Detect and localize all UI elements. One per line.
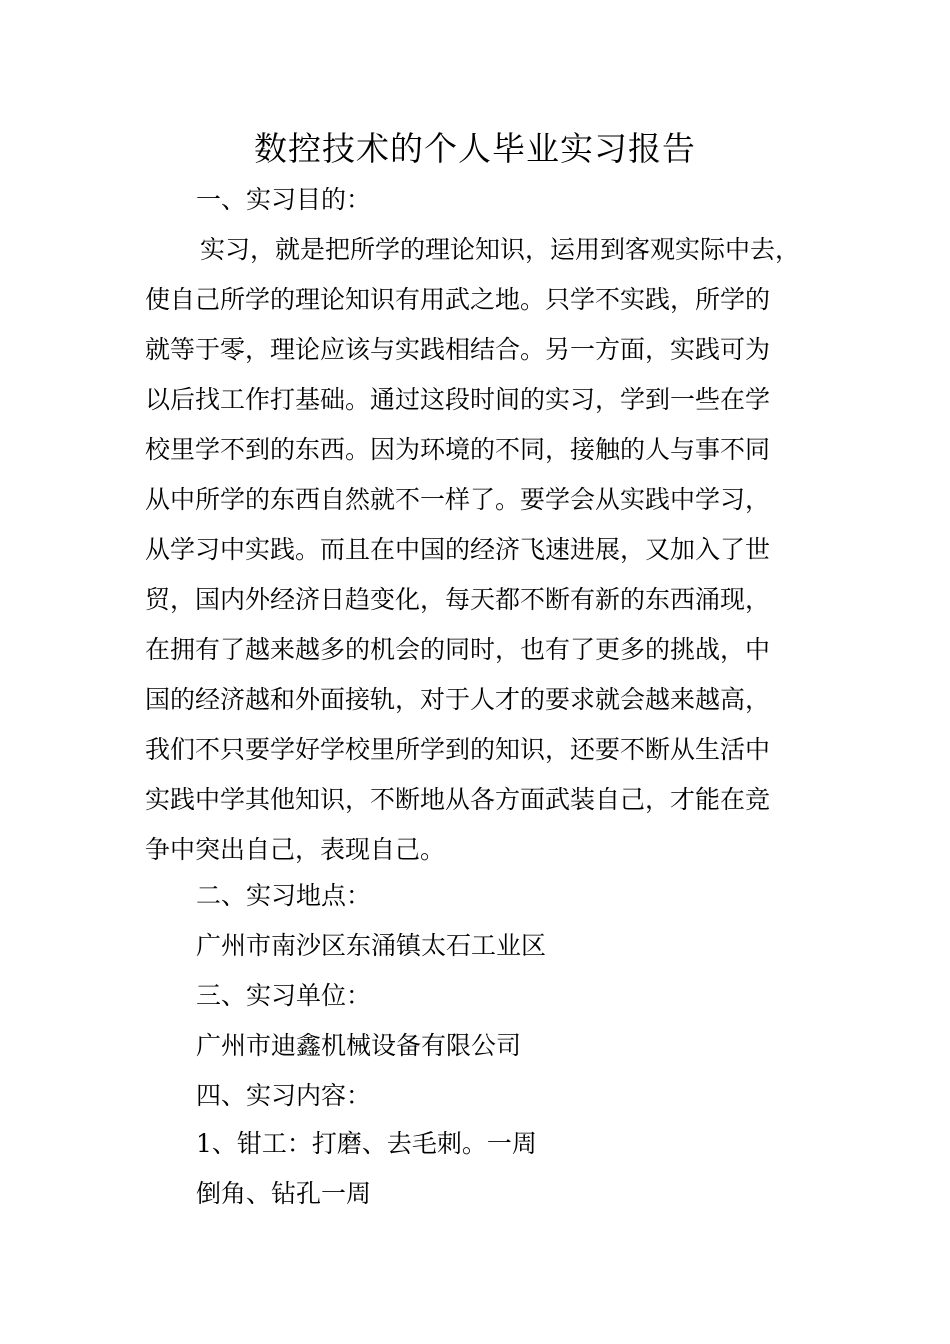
section-heading-location: 二、实习地点： <box>196 881 372 910</box>
paragraph-line: 贸，国内外经济日趋变化，每天都不断有新的东西涌现， <box>145 585 771 614</box>
paragraph-line: 从中所学的东西自然就不一样了。要学会从实践中学习， <box>145 485 771 514</box>
paragraph-line: 国的经济越和外面接轨，对于人才的要求就会越来越高， <box>145 685 771 714</box>
content-item: 倒角、钻孔一周 <box>196 1179 372 1208</box>
content-item: 1、钳工：打磨、去毛刺。一周 <box>196 1129 537 1158</box>
paragraph-line: 实习，就是把所学的理论知识，运用到客观实际中去， <box>200 235 801 264</box>
paragraph-line: 实践中学其他知识，不断地从各方面武装自己，才能在竞 <box>145 785 771 814</box>
document-title: 数控技术的个人毕业实习报告 <box>254 129 696 168</box>
paragraph-line: 争中突出自己，表现自己。 <box>145 835 446 864</box>
location-text: 广州市南沙区东涌镇太石工业区 <box>196 931 547 960</box>
company-text: 广州市迪鑫机械设备有限公司 <box>196 1031 522 1060</box>
paragraph-line: 以后找工作打基础。通过这段时间的实习，学到一些在学 <box>145 385 771 414</box>
paragraph-line: 使自己所学的理论知识有用武之地。只学不实践，所学的 <box>145 285 771 314</box>
section-heading-content: 四、实习内容： <box>196 1081 372 1110</box>
section-heading-purpose: 一、实习目的： <box>196 185 372 214</box>
paragraph-line: 校里学不到的东西。因为环境的不同，接触的人与事不同 <box>145 435 771 464</box>
paragraph-line: 就等于零，理论应该与实践相结合。另一方面，实践可为 <box>145 335 771 364</box>
paragraph-line: 从学习中实践。而且在中国的经济飞速进展，又加入了世 <box>145 535 771 564</box>
paragraph-line: 我们不只要学好学校里所学到的知识，还要不断从生活中 <box>145 735 771 764</box>
paragraph-line: 在拥有了越来越多的机会的同时，也有了更多的挑战，中 <box>145 635 771 664</box>
section-heading-company: 三、实习单位： <box>196 981 372 1010</box>
